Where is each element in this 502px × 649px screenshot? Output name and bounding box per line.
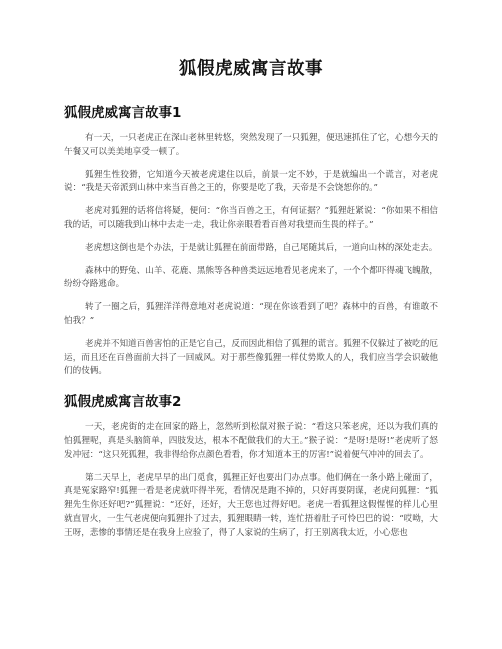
- paragraph: 森林中的野兔、山羊、花鹿、黑熊等各种兽类远远地看见老虎来了，一个个都吓得魂飞魄散，纷纷夺路逃命。: [64, 265, 438, 290]
- section-heading-1: 狐假虎威寓言故事1: [64, 105, 182, 121]
- story-section-1: [64, 104, 438, 379]
- paragraph: 老虎并不知道百兽害怕的正是它自己，反而因此相信了狐狸的谎言。狐狸不仅躲过了被吃的厄运，而且还在百兽面前大抖了一回威风。对于那些像狐狸一样仗势欺人的人，我们应当学会识破他们的伎俩。: [64, 338, 438, 377]
- paragraph: 转了一圈之后，狐狸洋洋得意地对老虎说道：“现在你该看到了吧？森林中的百兽，有谁敢不怕我？”: [64, 302, 438, 326]
- story-section-2: [64, 393, 438, 540]
- document-title: 狐假虎威寓言故事: [179, 59, 323, 79]
- section-heading-2: 狐假虎威寓言故事2: [64, 394, 182, 411]
- paragraph: 老虎对狐狸的话将信将疑，便问：“你当百兽之王，有何证据？”狐狸赶紧说：“你如果不相信我的话，可以随我到山林中去走一走，我让你亲眼看看百兽对我望而生畏的样子。”: [64, 206, 438, 230]
- paragraph: 有一天，一只老虎正在深山老林里转悠，突然发现了一只狐狸，便迅速抓住了它，心想今天的午餐又可以美美地享受一顿了。: [64, 133, 438, 157]
- paragraph: 一天，老虎街的走在回家的路上，忽然听到松鼠对猴子说：“看这只笨老虎，还以为我们真的怕狐狸呢，真是头脑简单，四肢发达，根本不配做我们的大王。”猴子说：“是呀!是呀!”老虎听了怒发冲冠：“这只死狐狸，我非得给你点颜色看看，你才知道本王的厉害!”说着便气冲冲的回去了。: [64, 422, 438, 460]
- paragraph: 老虎想这倒也是个办法，于是就让狐狸在前面带路，自己尾随其后，一道向山林的深处走去。: [85, 242, 438, 253]
- paragraph: 狐狸生性狡猾，它知道今天被老虎逮住以后，前景一定不妙，于是就编出一个谎言，对老虎说：“我是天帝派到山林中来当百兽之王的，你要是吃了我，天帝是不会饶恕你的。”: [64, 169, 438, 194]
- paragraph: 第二天早上，老虎早早的出门觅食，狐狸正好也要出门办点事。他们俩在一条小路上碰面了，真是冤家路窄!狐狸一看是老虎就吓得半死，看情况是跑不掉的，只好再耍阴谋，老虎问狐狸：“狐狸先生你还好吧?”狐狸说：“还好，还好，大王您也过得好吧。老虎一看狐狸这假惺惺的样儿心里就直冒火，一生气老虎便向狐狸扑了过去，狐狸眼睛一转，连忙捂着肚子可怜巴巴的说：“哎呦，大王呀，悲惨的事情还是在我身上应验了，得了人家说的生病了，打王别离我太近，小心您也: [64, 472, 438, 538]
